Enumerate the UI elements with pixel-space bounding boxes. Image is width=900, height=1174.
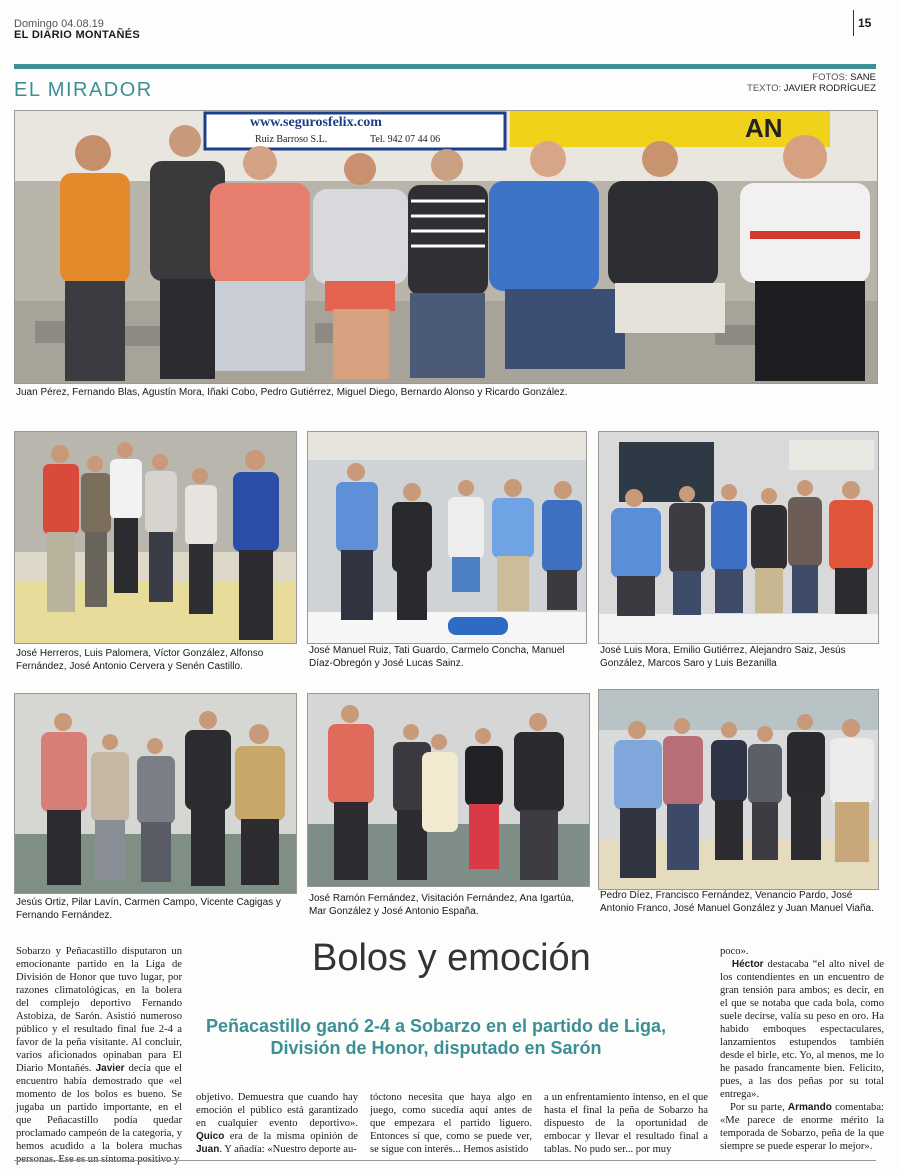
article-text-5a: poco».	[720, 946, 749, 957]
caption-r2c2: José Ramón Fernández, Visitación Fernández, Ana Igartúa, Mar González y José Antonio España.	[309, 893, 574, 917]
article-text-3: tóctono necesita que haya algo en juego, como sucedía aquí antes de que empezara el partido liguero. Entonces sí que, como se puede ver, se sigue con interés... Hemos asistido	[370, 1092, 532, 1155]
article-headline: Bolos y emoción	[312, 937, 591, 979]
article-text-2a: objetivo. Demuestra que cuando hay emoción el público está garantizado en cualquier evento deportivo».	[196, 1092, 358, 1129]
photo-r1c3	[598, 431, 879, 644]
credits	[747, 72, 876, 94]
article-column-5	[720, 945, 884, 1153]
article-column-4	[544, 1091, 708, 1156]
svg-text:AN: AN	[745, 113, 783, 143]
article-text-5c: Por su parte,	[729, 1102, 785, 1113]
photo-credit: SANE	[850, 72, 876, 83]
article-subhead: Peñacastillo ganó 2-4 a Sobarzo en el partido de Liga, División de Honor, disputado en Sarón	[205, 1016, 667, 1058]
caption-r1c1: José Herreros, Luis Palomera, Víctor González, Alfonso Fernández, José Antonio Cervera y Senén Castillo.	[16, 648, 264, 672]
photo-r1c1	[14, 431, 297, 644]
caption-main: Juan Pérez, Fernando Blas, Agustín Mora, Iñaki Cobo, Pedro Gutiérrez, Miguel Diego, Bernardo Alonso y Ricardo González.	[16, 387, 568, 398]
article-text-5b: destacaba “el alto nivel de los contendientes en un encuentro de gran tensión para ambos; es decir, en el que se notaba que cada bola, como suele decirse, valía su peso en oro. Ha habido emboques espectaculares, lanzamientos estupendos también desde el birle, etc. Yo, al menos, me lo he pasado francamente bien. Felicito, pues, a las dos peñas por su total entrega».	[720, 959, 884, 1100]
caption-r2c3: Pedro Díez, Francisco Fernández, Venancio Pardo, José Antonio Franco, José Manuel González y Juan Manuel Viaña.	[600, 890, 874, 914]
banner-website: www.segurosfelix.com	[250, 115, 382, 130]
quote-name-juan: Juan	[196, 1144, 220, 1155]
main-group-photo	[14, 110, 878, 384]
article-column-2	[196, 1091, 358, 1156]
quote-name-armando: Armando	[787, 1102, 832, 1113]
quote-name-quico: Quico	[196, 1131, 225, 1142]
caption-r1c3: José Luis Mora, Emilio Gutiérrez, Alejandro Saiz, Jesús González, Marcos Saro y Luis Bezanilla	[600, 645, 846, 669]
article-column-1	[16, 945, 182, 1166]
photo-r1c2	[307, 431, 587, 644]
issue-date: Domingo 04.08.19	[14, 18, 104, 30]
article-text-1b: decía que el encuentro había demostrado que «el momento de los bolos es bueno. Se jugaba un partido importante, en el que Peñacastillo podía quedar proclamado campeón de la categoría, y hemos acudido a la bolera muchas	[16, 1063, 182, 1152]
banner-company: Ruiz Barroso S.L.	[255, 134, 328, 145]
article-text-2b: era de la misma opinión de	[229, 1131, 359, 1142]
text-credit-label: TEXTO:	[747, 83, 782, 94]
banner-phone: Tel. 942 07 44 06	[370, 134, 441, 145]
photo-credit-label: FOTOS:	[812, 72, 848, 83]
text-credit: JAVIER RODRÍGUEZ	[783, 83, 876, 94]
caption-r1c2: José Manuel Ruiz, Tati Guardo, Carmelo Concha, Manuel Díaz-Obregón y José Lucas Sainz.	[309, 645, 565, 669]
article-text-5d: comentaba: «Me parece de enorme mérito la temporada de Sobarzo, peña de la que siempre se puede esperar lo mejor».	[720, 1102, 884, 1152]
section-rule	[14, 64, 876, 69]
page-bottom-rule	[14, 1160, 876, 1161]
quote-name-hector: Héctor	[731, 959, 764, 970]
article-text-4: a un enfrentamiento intenso, en el que hasta el final la peña de Sobarzo ha dispuesto de la oportunidad de embocar y llevar el resultado final a tablas. No pudo ser... por muy	[544, 1092, 708, 1155]
article-column-3	[370, 1091, 532, 1156]
photo-r2c2	[307, 693, 590, 887]
photo-r2c3	[598, 689, 879, 890]
article-text-1a: Sobarzo y Peñacastillo disputaron un emocionante partido en la Liga de División de Honor que tuvo lugar, por razones climatológicas, en la bolera del complejo deportivo Fernando Astobiza, de Sarón. Asistió numeroso público y el resultado final fue 2-4 a favor de la peña visitante. Al concluir, varios aficionados opinaban para El Diario Montañés.	[16, 946, 182, 1074]
article-text-2c: . Y añadía: «Nuestro deporte au-	[219, 1144, 357, 1155]
page-number: 15	[858, 16, 872, 30]
photo-r2c1	[14, 693, 297, 894]
page-divider	[853, 10, 854, 36]
newspaper-name: EL DIARIO MONTAÑÉS	[14, 29, 140, 41]
section-title: EL MIRADOR	[14, 79, 153, 101]
caption-r2c1: Jesús Ortiz, Pilar Lavín, Carmen Campo, Vicente Cagigas y Fernando Fernández.	[16, 897, 281, 921]
quote-name-javier: Javier	[95, 1063, 125, 1074]
